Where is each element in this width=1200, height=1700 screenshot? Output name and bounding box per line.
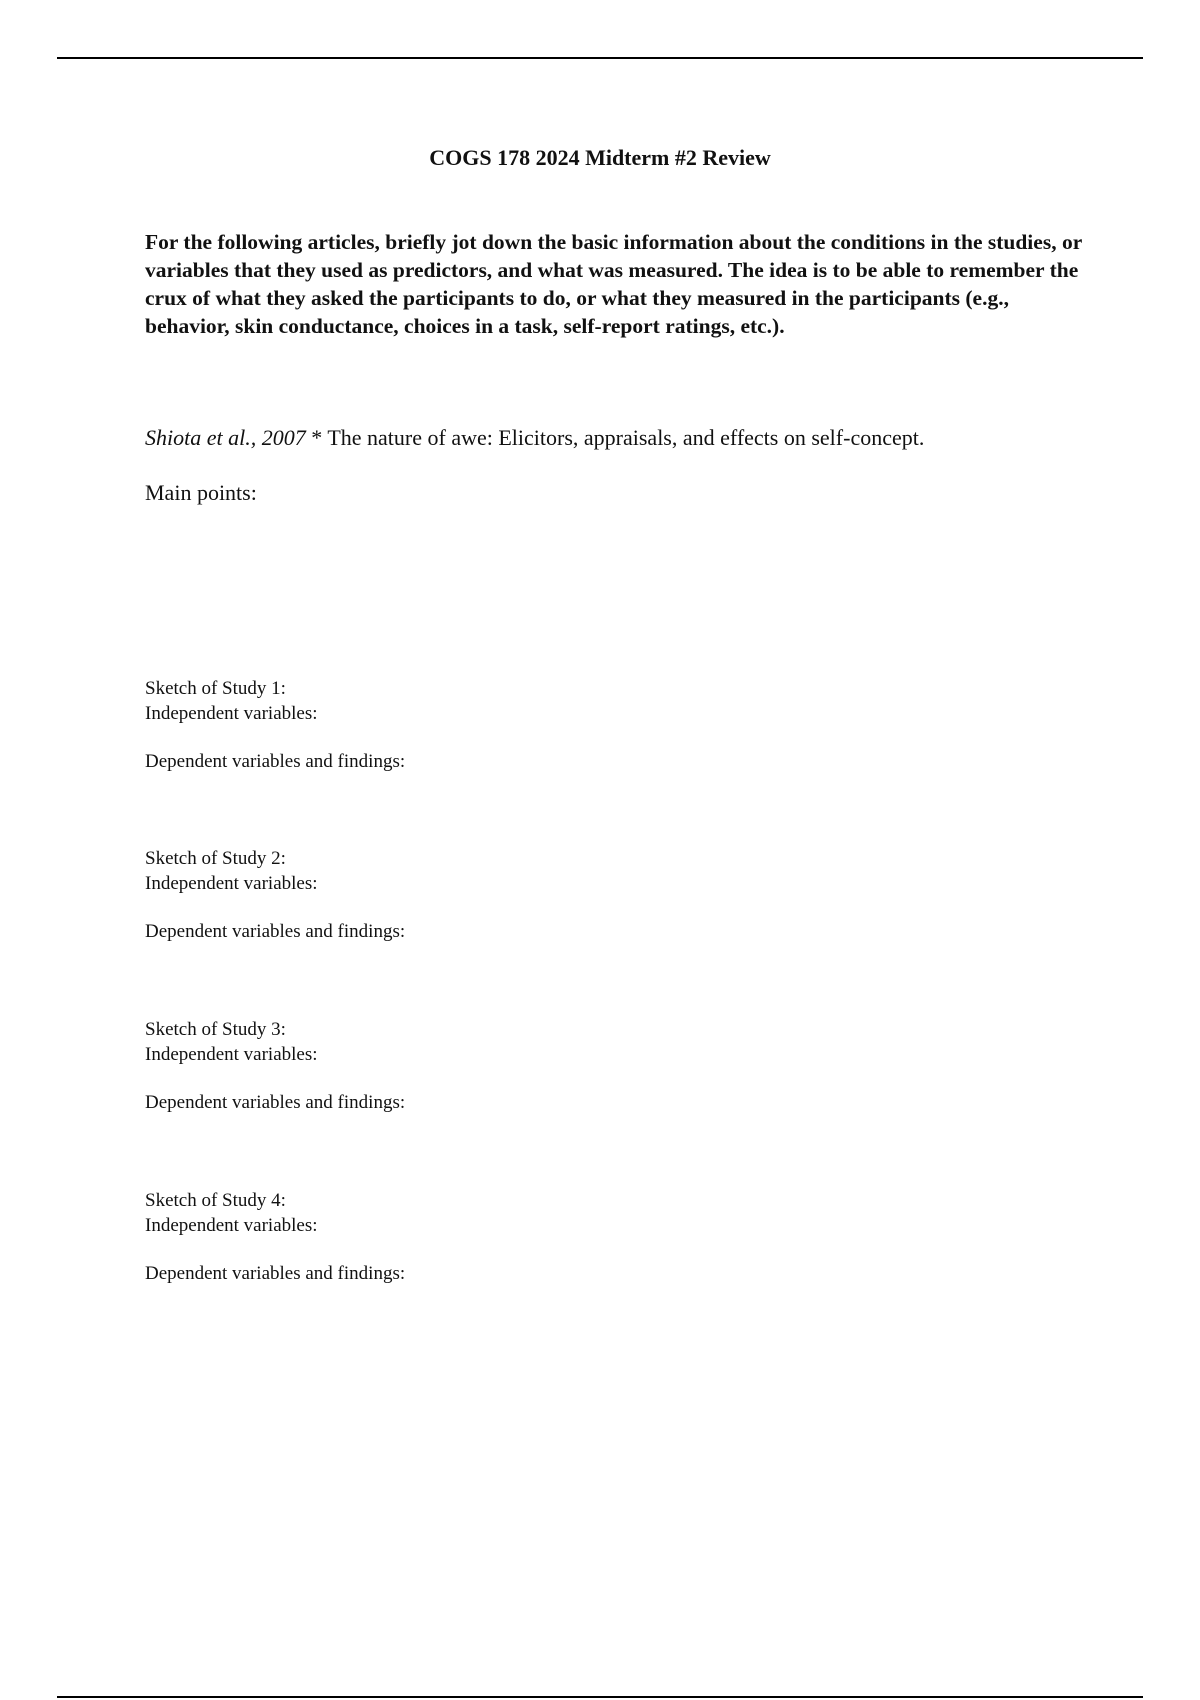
dependent-variables-label: Dependent variables and findings: bbox=[145, 751, 406, 772]
page-title: COGS 178 2024 Midterm #2 Review bbox=[429, 145, 771, 170]
independent-variables-label: Independent variables: bbox=[145, 1044, 318, 1065]
instructions-paragraph: For the following articles, briefly jot down the basic information about the conditions in the studies, or variables that they used as predictors, and what was measured. The idea is to be able to remember the crux of what they asked the participants to do, or what they measured in the participants (e.g., behavior, skin conductance, choices in a task, self-report ratings, etc.). bbox=[145, 230, 1082, 338]
dependent-variables-label: Dependent variables and findings: bbox=[145, 1092, 406, 1113]
independent-variables-label: Independent variables: bbox=[145, 1215, 318, 1236]
study-1-section bbox=[145, 676, 405, 774]
study-3-section bbox=[145, 1017, 405, 1115]
study-sketch-label: Sketch of Study 2: bbox=[145, 848, 286, 869]
main-points-label: Main points: bbox=[145, 480, 257, 505]
study-sketch-label: Sketch of Study 4: bbox=[145, 1190, 286, 1211]
dependent-variables-label: Dependent variables and findings: bbox=[145, 1263, 406, 1284]
study-2-section bbox=[145, 846, 405, 944]
study-sketch-label: Sketch of Study 3: bbox=[145, 1019, 286, 1040]
study-sketch-label: Sketch of Study 1: bbox=[145, 678, 286, 699]
independent-variables-label: Independent variables: bbox=[145, 703, 318, 724]
header-rule bbox=[57, 57, 1143, 59]
citation-authors: Shiota et al., 2007 bbox=[145, 425, 306, 450]
article-citation bbox=[145, 425, 1105, 451]
independent-variables-label: Independent variables: bbox=[145, 873, 318, 894]
dependent-variables-label: Dependent variables and findings: bbox=[145, 921, 406, 942]
study-4-section bbox=[145, 1188, 405, 1286]
citation-article-title: The nature of awe: Elicitors, appraisals, and effects on self-concept. bbox=[327, 425, 925, 450]
footer-rule bbox=[57, 1696, 1143, 1698]
citation-marker: * bbox=[305, 425, 328, 450]
